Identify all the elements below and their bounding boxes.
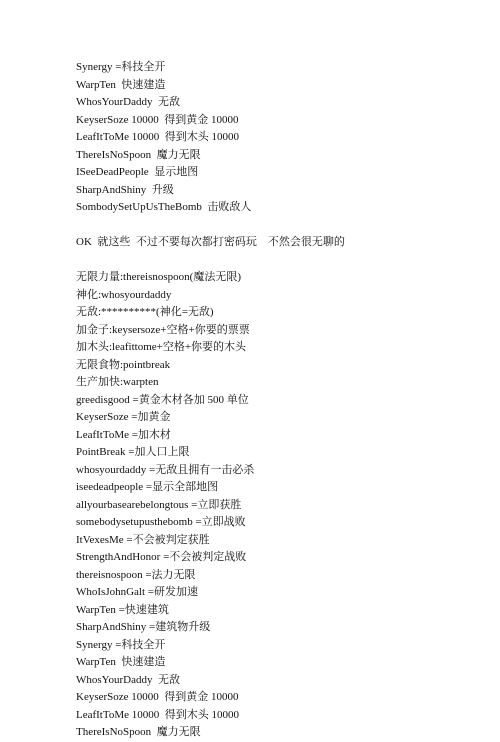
text-line: iseedeadpeople =显示全部地图: [76, 481, 219, 493]
text-line: 无敌:**********(神化=无敌): [76, 306, 214, 318]
text-line: KeyserSoze 10000 得到黄金 10000: [76, 113, 239, 126]
text-line: SombodySetUpUsTheBomb 击败敌人: [76, 201, 252, 213]
text-line: 加木头:leafittome+空格+你要的木头: [76, 341, 247, 353]
text-line: LeafItToMe 10000 得到木头 10000: [76, 708, 239, 721]
text-line: thereisnospoon =法力无限: [76, 568, 196, 581]
text-line: WhosYourDaddy 无敌: [76, 673, 180, 686]
text-line: LeafItToMe =加木材: [76, 428, 171, 441]
text-line: StrengthAndHonor =不会被判定战败: [76, 551, 247, 563]
text-line: 无限力量:thereisnospoon(魔法无限): [76, 271, 241, 283]
text-line: OK 就这些 不过不要每次都打密码玩 不然会很无聊的: [76, 236, 345, 248]
text-line: PointBreak =加人口上限: [76, 446, 190, 458]
text-line: greedisgood =黄金木材各加 500 单位: [76, 393, 249, 406]
text-line: somebodysetupusthebomb =立即战败: [76, 516, 246, 528]
text-line: WarpTen 快速建造: [76, 656, 166, 668]
text-line: ThereIsNoSpoon 魔力无限: [76, 148, 201, 161]
text-line: whosyourdaddy =无敌且拥有一击必杀: [76, 463, 255, 476]
text-line: 神化:whosyourdaddy: [76, 288, 172, 301]
text-line: WhoIsJohnGalt =研发加速: [76, 586, 198, 598]
text-line: ISeeDeadPeople 显示地图: [76, 166, 199, 178]
document-body: [76, 59, 486, 742]
text-line: Synergy =科技全开: [76, 61, 166, 73]
text-line: 加金子:keysersoze+空格+你要的票票: [76, 323, 250, 336]
text-line: LeafItToMe 10000 得到木头 10000: [76, 131, 239, 143]
text-line: ThereIsNoSpoon 魔力无限: [76, 726, 201, 738]
text-line: KeyserSoze 10000 得到黄金 10000: [76, 691, 239, 703]
text-line: allyourbasearebelongtous =立即获胜: [76, 498, 242, 511]
text-line: SharpAndShiny 升级: [76, 183, 174, 196]
blank-line: [76, 252, 486, 270]
text-line: SharpAndShiny =建筑物升级: [76, 621, 211, 633]
blank-line: [76, 217, 486, 235]
text-line: Synergy =科技全开: [76, 638, 166, 651]
text-line: WhosYourDaddy 无敌: [76, 96, 180, 108]
text-line: ItVexesMe =不会被判定获胜: [76, 533, 210, 546]
text-line: WarpTen =快速建筑: [76, 603, 169, 616]
text-line: KeyserSoze =加黄金: [76, 411, 171, 423]
text-line: 生产加快:warpten: [76, 376, 159, 388]
text-line: WarpTen 快速建造: [76, 78, 166, 91]
text-line: 无限食物:pointbreak: [76, 358, 171, 371]
